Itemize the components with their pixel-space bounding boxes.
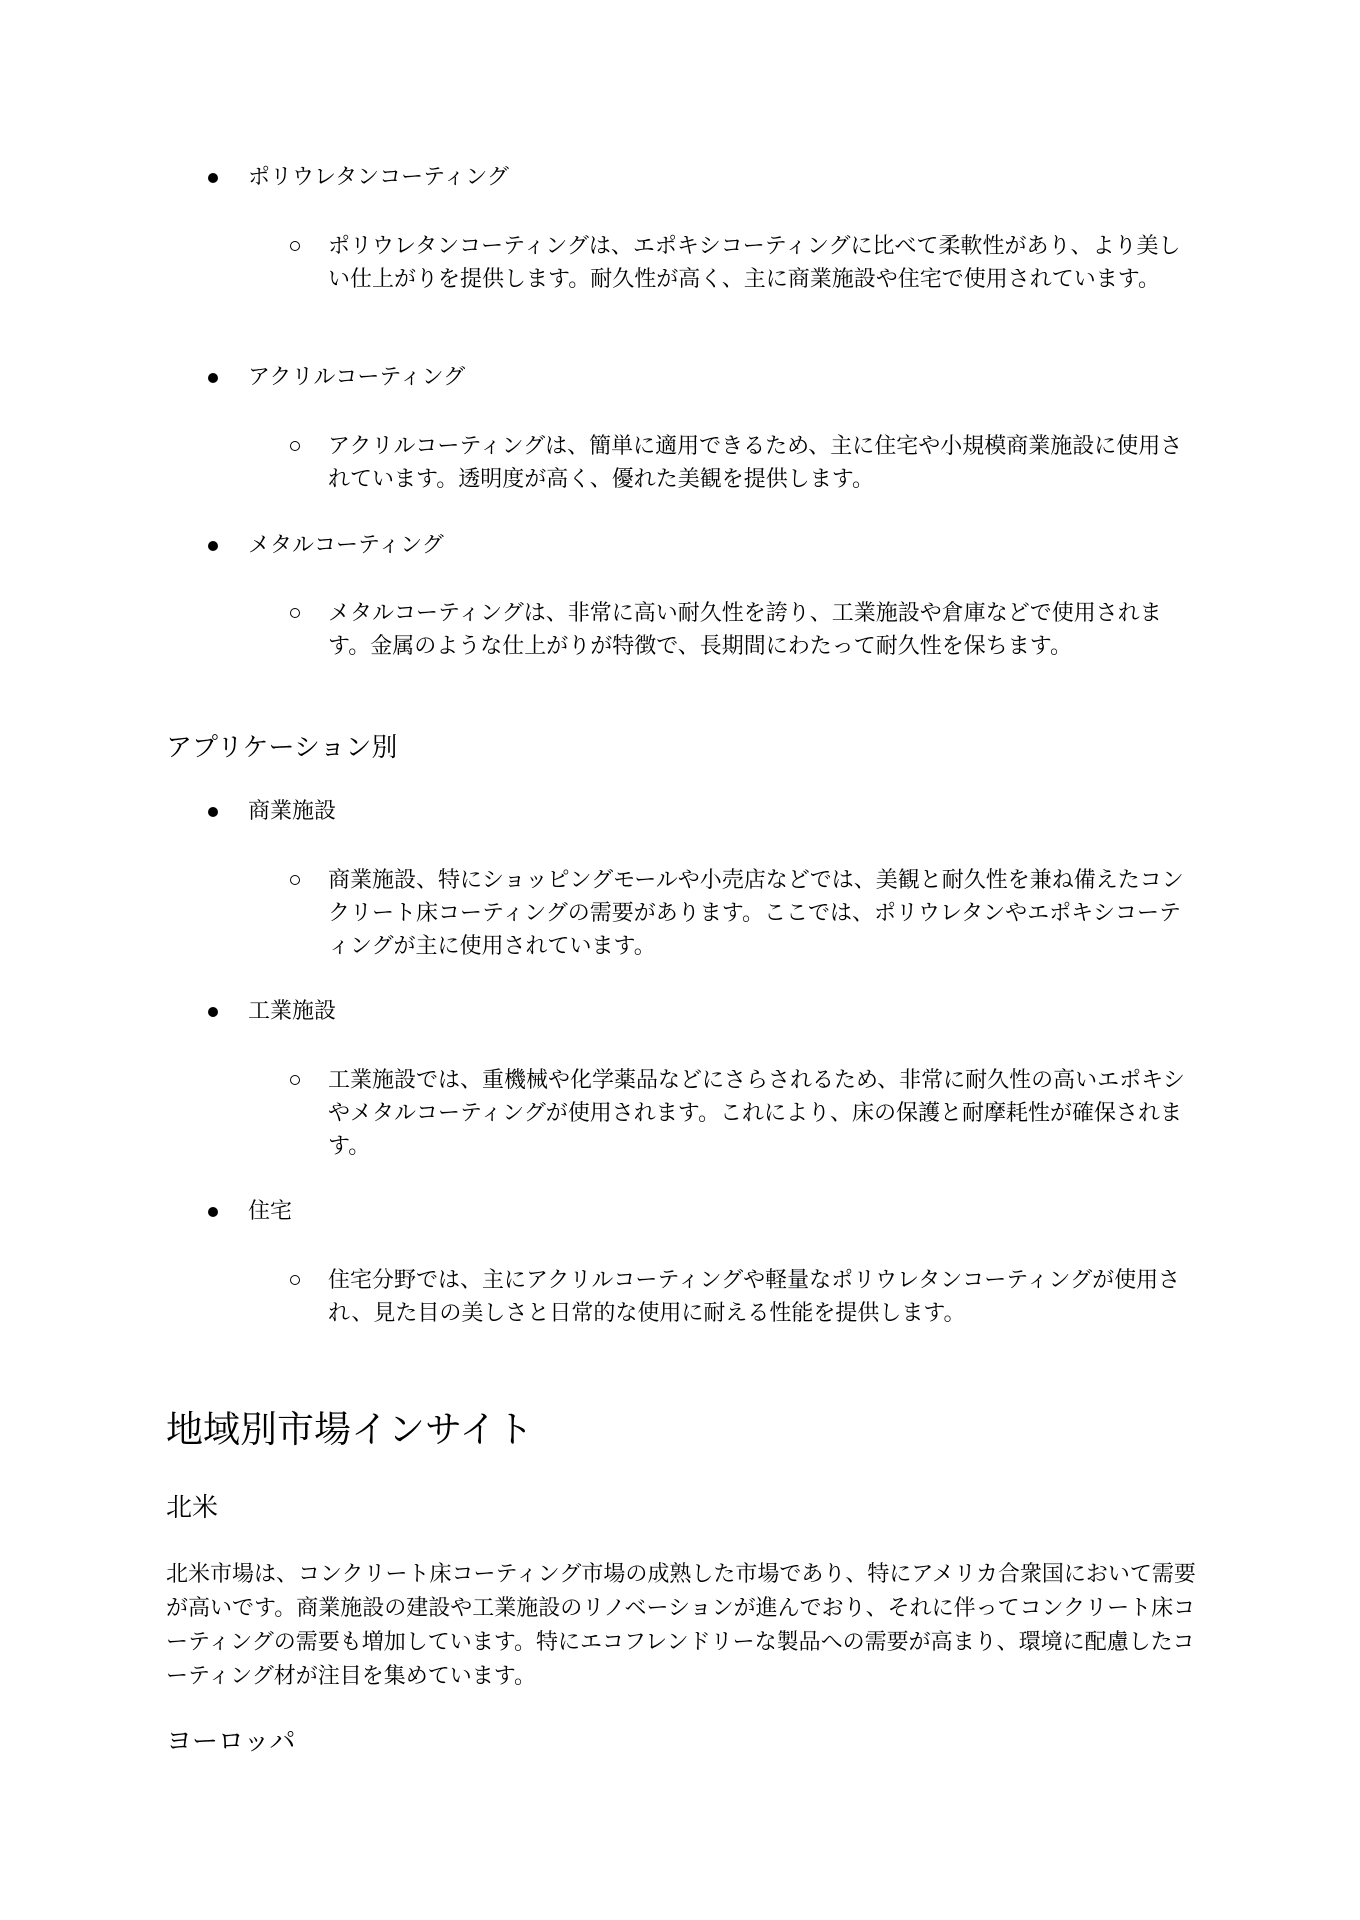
list-item-acrylic [208,362,465,394]
list-item-commercial [208,796,336,828]
circle-bullet-icon [290,608,300,618]
sub-item-text: ポリウレタンコーティングは、エポキシコーティングに比べて柔軟性があり、より美しい仕上がりを提供します。耐久性が高く、主に商業施設や住宅で使用されています。 [328,234,1181,292]
europe-heading: ヨーロッパ [166,1727,296,1757]
list-item-title: アクリルコーティング [248,365,466,390]
sub-item-polyurethane-description [290,230,1200,296]
sub-item-commercial-description [290,864,1200,963]
bullet-icon [208,807,218,817]
circle-bullet-icon [290,1075,300,1085]
north-america-heading: 北米 [166,1493,219,1523]
sub-item-acrylic-description [290,430,1200,496]
sub-item-metal-description [290,597,1200,663]
circle-bullet-icon [290,1275,300,1285]
sub-item-residential-description [290,1264,1200,1330]
list-item-residential [208,1196,292,1228]
list-item-polyurethane [208,162,509,194]
bullet-icon [208,1207,218,1217]
sub-item-text: 商業施設、特にショッピングモールや小売店などでは、美観と耐久性を兼ね備えたコンクリート床コーティングの需要があります。ここでは、ポリウレタンやエポキシコーティングが主に使用されています。 [328,868,1184,959]
bullet-icon [208,173,218,183]
sub-item-text: 工業施設では、重機械や化学薬品などにさらされるため、非常に耐久性の高いエポキシやメタルコーティングが使用されます。これにより、床の保護と耐摩耗性が確保されます。 [328,1068,1185,1159]
list-item-title: メタルコーティング [248,533,444,558]
circle-bullet-icon [290,441,300,451]
bullet-icon [208,541,218,551]
bullet-icon [208,1007,218,1017]
bullet-icon [208,373,218,383]
list-item-metal [208,530,444,562]
sub-item-text: 住宅分野では、主にアクリルコーティングや軽量なポリウレタンコーティングが使用され、見た目の美しさと日常的な使用に耐える性能を提供します。 [328,1268,1181,1326]
application-heading: アプリケーション別 [166,733,398,763]
list-item-title: 工業施設 [248,999,337,1024]
north-america-paragraph: 北米市場は、コンクリート床コーティング市場の成熟した市場であり、特にアメリカ合衆国において需要が高いです。商業施設の建設や工業施設のリノベーションが進んでおり、それに伴ってコンクリート床コーティングの需要も増加しています。特にエコフレンドリーな製品への需要が高まり、環境に配慮したコーティング材が注目を集めています。 [166,1562,1196,1689]
list-item-title: ポリウレタンコーティング [248,165,509,190]
sub-item-industrial-description [290,1064,1200,1163]
sub-item-text: アクリルコーティングは、簡単に適用できるため、主に住宅や小規模商業施設に使用されています。透明度が高く、優れた美観を提供します。 [328,434,1183,492]
circle-bullet-icon [290,241,300,251]
list-item-industrial [208,996,336,1028]
list-item-title: 商業施設 [248,799,337,824]
sub-item-text: メタルコーティングは、非常に高い耐久性を誇り、工業施設や倉庫などで使用されます。金属のような仕上がりが特徴で、長期間にわたって耐久性を保ちます。 [328,601,1162,659]
circle-bullet-icon [290,875,300,885]
list-item-title: 住宅 [248,1199,293,1224]
regional-heading: 地域別市場インサイト [166,1408,534,1451]
